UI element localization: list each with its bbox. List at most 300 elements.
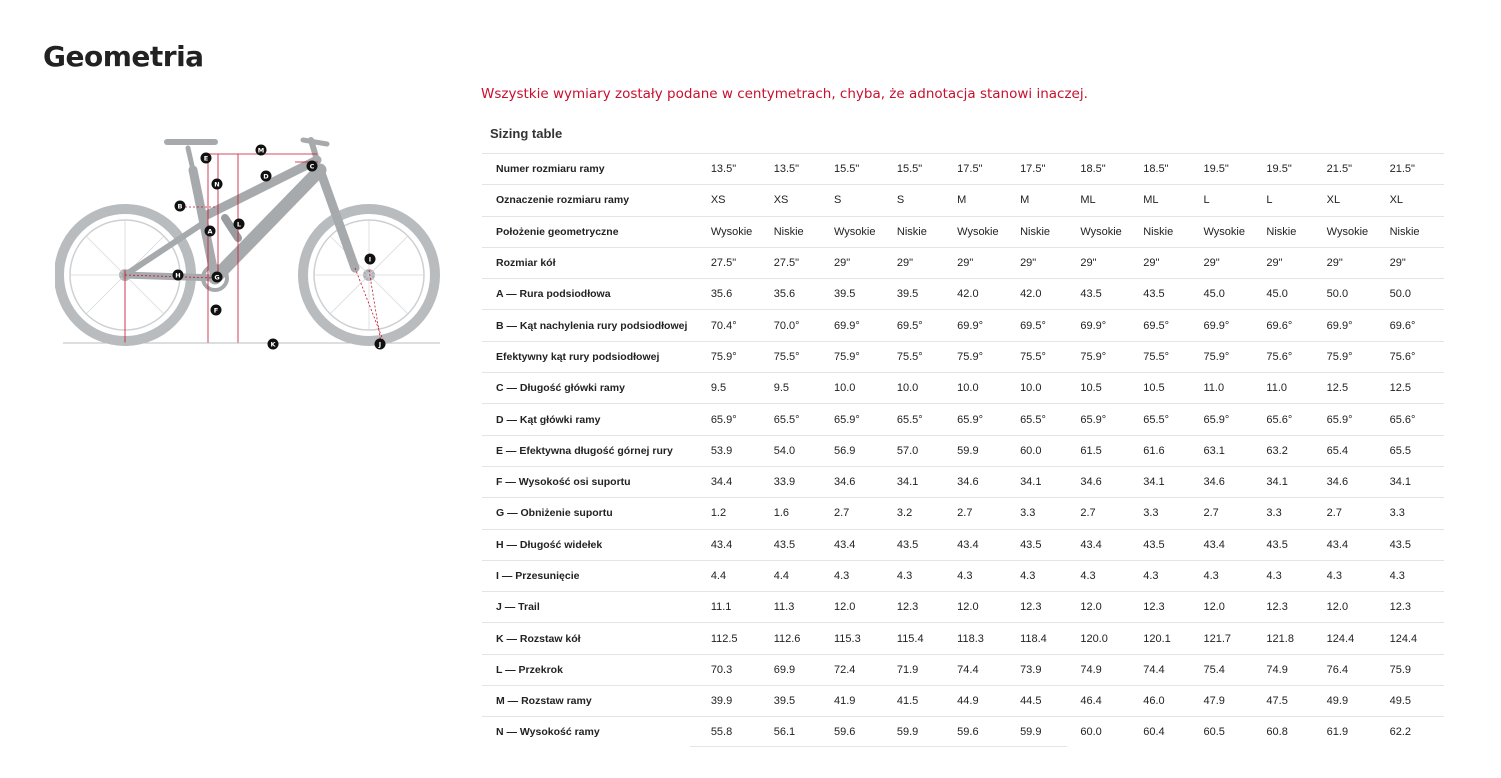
cell-value: 29" xyxy=(896,257,914,270)
table-row xyxy=(482,717,1444,748)
table-cell xyxy=(1137,310,1197,341)
table-cell xyxy=(951,623,1014,654)
cell-value: 63.2 xyxy=(1266,444,1288,457)
cell-value: 65.9° xyxy=(710,413,737,426)
cell-value: 10.5 xyxy=(1143,382,1165,395)
table-row xyxy=(482,560,1444,591)
cell-value: 60.5 xyxy=(1203,726,1225,739)
marker-n xyxy=(212,179,223,190)
table-cell xyxy=(1384,529,1444,560)
table-cell xyxy=(1014,310,1074,341)
marker-g xyxy=(212,272,223,283)
table-cell xyxy=(705,404,768,435)
marker-h xyxy=(173,270,184,281)
table-cell xyxy=(1137,529,1197,560)
table-row xyxy=(482,216,1444,247)
table-cell xyxy=(1014,686,1074,717)
cell-value: 34.1 xyxy=(1020,476,1042,489)
table-cell xyxy=(1074,686,1137,717)
row-label: Numer rozmiaru ramy xyxy=(482,154,705,185)
units-note: Wszystkie wymiary zostały podane w centymetrach, chyba, że adnotacja stanowi inaczej. xyxy=(481,86,1088,102)
table-cell xyxy=(705,341,768,372)
cell-value: Niskie xyxy=(773,225,804,238)
cell-value: 29" xyxy=(1203,257,1220,270)
table-cell xyxy=(768,560,828,591)
table-cell xyxy=(1014,279,1074,310)
table-cell xyxy=(1260,310,1320,341)
table-cell xyxy=(1198,435,1261,466)
table-cell xyxy=(1014,435,1074,466)
table-cell xyxy=(1014,185,1074,216)
table-cell xyxy=(1014,404,1074,435)
cell-value: 115.4 xyxy=(896,632,924,645)
table-cell xyxy=(768,185,828,216)
table-cell xyxy=(891,247,951,278)
cell-value: 34.6 xyxy=(833,476,856,489)
cell-value: 11.1 xyxy=(710,601,732,614)
table-cell xyxy=(1014,498,1074,529)
table-row xyxy=(482,435,1444,466)
row-label: H — Długość widełek xyxy=(482,529,705,560)
table-cell xyxy=(768,466,828,497)
table-cell xyxy=(705,686,768,717)
table-cell xyxy=(828,279,891,310)
cell-value: M xyxy=(957,194,967,207)
row-label: C — Długość główki ramy xyxy=(482,373,705,404)
table-cell xyxy=(1074,247,1137,278)
cell-value: 59.6 xyxy=(957,726,979,739)
cell-value: 29" xyxy=(1266,257,1283,270)
cell-value: 61.5 xyxy=(1080,444,1102,457)
cell-value: 45.0 xyxy=(1203,288,1225,301)
table-cell xyxy=(951,373,1014,404)
table-cell xyxy=(891,373,951,404)
table-cell xyxy=(768,529,828,560)
cell-value: 12.3 xyxy=(1389,601,1411,614)
cell-value: 65.9° xyxy=(1326,413,1353,426)
table-cell xyxy=(1014,341,1074,372)
cell-value: 34.6 xyxy=(957,476,979,489)
table-cell xyxy=(1074,654,1137,685)
cell-value: 4.3 xyxy=(833,570,850,582)
cell-value: 44.9 xyxy=(957,695,979,708)
table-cell xyxy=(705,466,768,497)
table-cell xyxy=(1384,373,1444,404)
table-cell xyxy=(705,247,768,278)
svg-text:F: F xyxy=(213,306,219,315)
table-cell xyxy=(705,216,768,247)
table-cell xyxy=(768,592,828,623)
cell-value: 3.3 xyxy=(1143,507,1159,520)
cell-value: 65.5° xyxy=(773,413,800,426)
table-cell xyxy=(768,247,828,278)
table-cell xyxy=(705,279,768,310)
cell-value: 120.1 xyxy=(1143,632,1171,645)
table-cell xyxy=(1014,654,1074,685)
cell-value: 29" xyxy=(1020,257,1037,270)
table-cell xyxy=(1137,154,1197,185)
row-label: A — Rura podsiodłowa xyxy=(482,279,705,310)
svg-text:I: I xyxy=(368,255,372,264)
cell-value: 46.4 xyxy=(1080,695,1102,708)
cell-value: 56.1 xyxy=(773,726,796,739)
cell-value: 71.9 xyxy=(896,663,919,676)
table-cell xyxy=(1384,154,1444,185)
cell-value: 4.3 xyxy=(957,570,973,582)
svg-text:E: E xyxy=(203,154,209,163)
cell-value: 34.1 xyxy=(896,476,919,489)
cell-value: 69.9° xyxy=(1080,319,1107,332)
cell-value: 1.2 xyxy=(710,507,727,520)
cell-value: 69.9° xyxy=(1203,319,1230,332)
cell-value: 12.3 xyxy=(896,601,919,614)
cell-value: 62.2 xyxy=(1389,726,1411,739)
cell-value: 4.3 xyxy=(1020,570,1036,582)
table-cell xyxy=(828,435,891,466)
cell-value: 4.3 xyxy=(1389,570,1405,582)
cell-value: Niskie xyxy=(896,225,927,238)
cell-value: 4.4 xyxy=(710,570,727,582)
table-cell xyxy=(1321,341,1384,372)
table-cell xyxy=(951,435,1014,466)
table-cell xyxy=(1260,560,1320,591)
row-label: B — Kąt nachylenia rury podsiodłowej xyxy=(482,310,705,341)
table-cell xyxy=(1260,623,1320,654)
table-cell xyxy=(1384,498,1444,529)
row-label: G — Obniżenie suportu xyxy=(482,498,705,529)
cell-value: 4.3 xyxy=(1080,570,1096,582)
table-cell xyxy=(1014,466,1074,497)
table-cell xyxy=(1321,717,1384,748)
cell-value: 69.6° xyxy=(1266,319,1293,332)
cell-value: 3.3 xyxy=(1020,507,1036,520)
sizing-table xyxy=(482,153,1444,748)
table-cell xyxy=(1198,529,1261,560)
cell-value: 18.5" xyxy=(1143,163,1169,176)
cell-value: 74.4 xyxy=(957,663,979,676)
table-cell xyxy=(768,686,828,717)
table-cell xyxy=(1260,717,1320,748)
table-cell xyxy=(1384,185,1444,216)
table-cell xyxy=(1014,373,1074,404)
cell-value: ML xyxy=(1080,194,1096,207)
table-cell xyxy=(1014,154,1074,185)
row-label: N — Wysokość ramy xyxy=(482,717,705,748)
cell-value: 70.4° xyxy=(710,319,737,332)
cell-value: 59.9 xyxy=(896,726,919,739)
cell-value: XS xyxy=(710,194,726,207)
table-row xyxy=(482,310,1444,341)
cell-value: Niskie xyxy=(1389,225,1420,238)
table-cell xyxy=(828,717,891,748)
row-label: F — Wysokość osi suportu xyxy=(482,466,705,497)
cell-value: 10.0 xyxy=(896,382,919,395)
cell-value: 34.6 xyxy=(1203,476,1225,489)
cell-value: 61.9 xyxy=(1326,726,1349,739)
cell-value: XS xyxy=(773,194,789,207)
table-cell xyxy=(891,498,951,529)
row-label: L — Przekrok xyxy=(482,654,705,685)
table-cell xyxy=(1198,404,1261,435)
table-cell xyxy=(1384,435,1444,466)
table-cell xyxy=(1260,373,1320,404)
cell-value: 47.5 xyxy=(1266,695,1288,708)
cell-value: 10.5 xyxy=(1080,382,1102,395)
table-cell xyxy=(1014,560,1074,591)
table-cell xyxy=(1321,185,1384,216)
table-cell xyxy=(951,279,1014,310)
table-cell xyxy=(828,498,891,529)
cell-value: 49.9 xyxy=(1326,695,1349,708)
table-cell xyxy=(705,529,768,560)
cell-value: 75.6° xyxy=(1266,350,1293,363)
table-cell xyxy=(1260,341,1320,372)
table-cell xyxy=(705,154,768,185)
row-label: M — Rozstaw ramy xyxy=(482,686,705,717)
cell-value: 59.6 xyxy=(833,726,856,739)
table-cell xyxy=(705,185,768,216)
cell-value: 43.5 xyxy=(1389,538,1411,551)
row-label: Oznaczenie rozmiaru ramy xyxy=(482,185,705,216)
cell-value: 21.5" xyxy=(1389,163,1415,176)
cell-value: 34.1 xyxy=(1143,476,1165,489)
cell-value: 75.9° xyxy=(1203,350,1230,363)
svg-text:D: D xyxy=(263,172,269,181)
cell-value: 65.9° xyxy=(957,413,983,426)
cell-value: 70.3 xyxy=(710,663,733,676)
table-cell xyxy=(1321,310,1384,341)
table-cell xyxy=(828,686,891,717)
table-row xyxy=(482,247,1444,278)
svg-text:K: K xyxy=(270,340,276,349)
cell-value: 43.4 xyxy=(1203,538,1225,551)
table-cell xyxy=(1260,435,1320,466)
table-cell xyxy=(951,717,1014,748)
table-cell xyxy=(891,466,951,497)
table-cell xyxy=(1321,498,1384,529)
table-cell xyxy=(1384,623,1444,654)
cell-value: Wysokie xyxy=(957,225,999,238)
table-cell xyxy=(1321,686,1384,717)
sizing-table-caption: Sizing table xyxy=(490,126,563,141)
table-cell xyxy=(1074,154,1137,185)
cell-value: 65.9° xyxy=(833,413,860,426)
table-cell xyxy=(1384,310,1444,341)
table-cell xyxy=(1198,341,1261,372)
table-row xyxy=(482,623,1444,654)
cell-value: 34.1 xyxy=(1389,476,1411,489)
table-cell xyxy=(828,247,891,278)
table-cell xyxy=(1137,373,1197,404)
table-cell xyxy=(1198,623,1261,654)
cell-value: 61.6 xyxy=(1143,444,1165,457)
svg-text:A: A xyxy=(207,227,213,236)
cell-value: Niskie xyxy=(1266,225,1297,238)
table-cell xyxy=(1074,310,1137,341)
table-cell xyxy=(1321,529,1384,560)
cell-value: Niskie xyxy=(1143,225,1174,238)
table-cell xyxy=(705,498,768,529)
cell-value: Wysokie xyxy=(1326,225,1369,238)
cell-value: 65.4 xyxy=(1326,444,1349,457)
table-cell xyxy=(1384,560,1444,591)
cell-value: 45.0 xyxy=(1266,288,1288,301)
table-cell xyxy=(1014,216,1074,247)
table-cell xyxy=(1074,185,1137,216)
table-cell xyxy=(1198,154,1261,185)
table-cell xyxy=(1260,154,1320,185)
row-label: K — Rozstaw kół xyxy=(482,623,705,654)
cell-value: 43.4 xyxy=(1326,538,1349,551)
cell-value: Wysokie xyxy=(833,225,876,238)
table-cell xyxy=(891,404,951,435)
cell-value: 121.7 xyxy=(1203,632,1232,645)
table-cell xyxy=(1198,185,1261,216)
table-row xyxy=(482,466,1444,497)
table-cell xyxy=(1260,185,1320,216)
cell-value: M xyxy=(1020,194,1030,207)
cell-value: 10.0 xyxy=(957,382,979,395)
cell-value: 43.5 xyxy=(1143,288,1165,301)
cell-value: 29" xyxy=(1143,257,1160,270)
cell-value: 65.6° xyxy=(1266,413,1293,426)
table-cell xyxy=(951,341,1014,372)
cell-value: 39.5 xyxy=(833,288,856,301)
table-cell xyxy=(1074,623,1137,654)
cell-value: 75.5° xyxy=(773,350,800,363)
cell-value: 43.5 xyxy=(896,538,919,551)
table-cell xyxy=(705,373,768,404)
bike-geometry-diagram xyxy=(55,130,445,355)
cell-value: S xyxy=(896,194,905,207)
cell-value: 10.0 xyxy=(833,382,856,395)
table-cell xyxy=(1074,717,1137,748)
cell-value: 60.0 xyxy=(1080,726,1102,739)
svg-text:B: B xyxy=(177,202,183,211)
marker-b xyxy=(175,201,186,212)
cell-value: 65.5° xyxy=(1020,413,1046,426)
cell-value: 12.0 xyxy=(1326,601,1349,614)
cell-value: 10.0 xyxy=(1020,382,1042,395)
table-cell xyxy=(951,498,1014,529)
table-cell xyxy=(1074,279,1137,310)
svg-text:C: C xyxy=(309,162,315,171)
table-cell xyxy=(1260,404,1320,435)
cell-value: Wysokie xyxy=(1080,225,1122,238)
cell-value: 75.6° xyxy=(1389,350,1416,363)
table-cell xyxy=(1260,466,1320,497)
table-cell xyxy=(1321,466,1384,497)
cell-value: 47.9 xyxy=(1203,695,1225,708)
table-cell xyxy=(828,185,891,216)
table-cell xyxy=(1321,373,1384,404)
table-cell xyxy=(1321,247,1384,278)
marker-l xyxy=(234,219,245,230)
cell-value: 112.5 xyxy=(710,632,738,645)
cell-value: 121.8 xyxy=(1266,632,1294,645)
cell-value: L xyxy=(1203,194,1210,207)
table-cell xyxy=(768,623,828,654)
cell-value: 46.0 xyxy=(1143,695,1165,708)
cell-value: 39.5 xyxy=(896,288,919,301)
row-label: Położenie geometryczne xyxy=(482,216,705,247)
table-cell xyxy=(1137,717,1197,748)
table-cell xyxy=(891,717,951,748)
cell-value: 43.4 xyxy=(1080,538,1102,551)
table-cell xyxy=(705,592,768,623)
table-cell xyxy=(891,686,951,717)
table-cell xyxy=(828,654,891,685)
table-cell xyxy=(828,404,891,435)
table-cell xyxy=(828,623,891,654)
table-cell xyxy=(1074,592,1137,623)
sizing-table-container[interactable] xyxy=(482,153,1444,753)
table-cell xyxy=(1074,341,1137,372)
table-cell xyxy=(1074,560,1137,591)
cell-value: 9.5 xyxy=(710,382,727,395)
cell-value: 15.5" xyxy=(896,163,923,176)
cell-value: 124.4 xyxy=(1326,632,1355,645)
cell-value: 39.9 xyxy=(710,695,733,708)
table-cell xyxy=(1198,498,1261,529)
table-cell xyxy=(951,654,1014,685)
table-cell xyxy=(1384,341,1444,372)
cell-value: 75.9° xyxy=(1326,350,1353,363)
table-cell xyxy=(1198,560,1261,591)
table-cell xyxy=(1260,592,1320,623)
table-row xyxy=(482,529,1444,560)
table-cell xyxy=(1137,592,1197,623)
cell-value: 2.7 xyxy=(957,507,973,520)
cell-value: 44.5 xyxy=(1020,695,1042,708)
cell-value: 12.5 xyxy=(1326,382,1349,395)
table-cell xyxy=(1074,435,1137,466)
table-cell xyxy=(768,154,828,185)
table-cell xyxy=(1260,654,1320,685)
table-cell xyxy=(951,216,1014,247)
cell-value: 112.6 xyxy=(773,632,801,645)
cell-value: 34.1 xyxy=(1266,476,1288,489)
table-row xyxy=(482,686,1444,717)
table-cell xyxy=(705,435,768,466)
table-cell xyxy=(1198,279,1261,310)
cell-value: 12.0 xyxy=(1080,601,1102,614)
table-cell xyxy=(891,529,951,560)
table-cell xyxy=(1014,592,1074,623)
table-cell xyxy=(891,154,951,185)
cell-value: 74.4 xyxy=(1143,663,1165,676)
cell-value: 2.7 xyxy=(1203,507,1219,520)
cell-value: 34.6 xyxy=(1326,476,1349,489)
table-cell xyxy=(1137,247,1197,278)
cell-value: 35.6 xyxy=(773,288,796,301)
row-label: I — Przesunięcie xyxy=(482,560,705,591)
svg-text:G: G xyxy=(214,273,220,282)
cell-value: 53.9 xyxy=(710,444,733,457)
table-cell xyxy=(1198,717,1261,748)
table-cell xyxy=(768,498,828,529)
table-cell xyxy=(1198,247,1261,278)
table-cell xyxy=(828,373,891,404)
cell-value: 118.4 xyxy=(1020,632,1047,645)
table-cell xyxy=(1137,341,1197,372)
cell-value: 72.4 xyxy=(833,663,856,676)
cell-value: 35.6 xyxy=(710,288,733,301)
table-cell xyxy=(768,373,828,404)
table-cell xyxy=(1260,216,1320,247)
cell-value: 12.3 xyxy=(1020,601,1042,614)
svg-text:M: M xyxy=(257,146,265,155)
